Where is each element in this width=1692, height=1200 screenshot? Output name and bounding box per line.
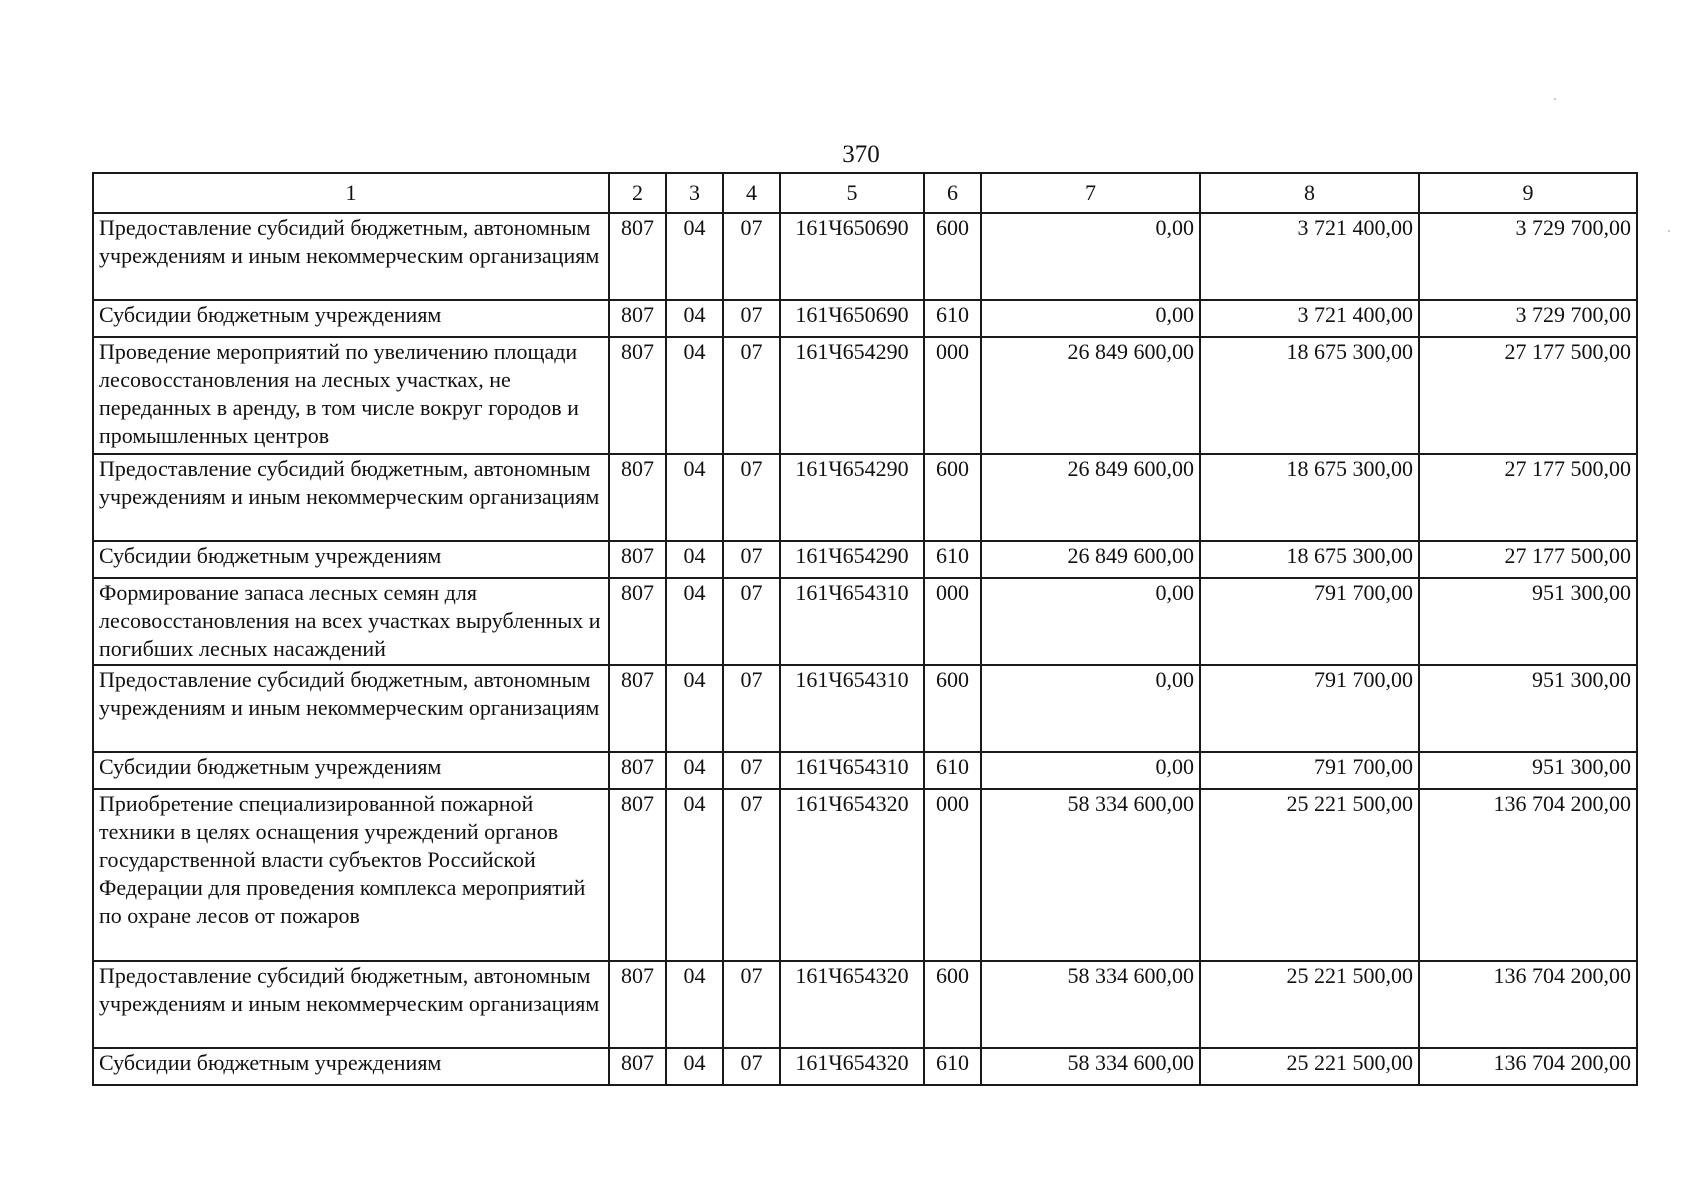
amount-col-8: 25 221 500,00 [1200,789,1419,961]
amount-col-8: 791 700,00 [1200,752,1419,789]
header-col-2: 2 [609,173,666,213]
subsection-code: 07 [723,665,780,752]
subsection-code: 07 [723,541,780,578]
ministry-code: 807 [609,665,666,752]
table-row [93,665,1637,752]
table-row [93,454,1637,541]
amount-col-9: 136 704 200,00 [1419,789,1637,961]
table-row [93,300,1637,337]
expense-type-code: 000 [924,578,981,665]
amount-col-7: 26 849 600,00 [981,337,1200,454]
table-row [93,1048,1637,1085]
expense-name: Формирование запаса лесных семян для лесовосстановления на всех участках вырубленных и погибших лесных насаждений [93,578,609,665]
table-row [93,337,1637,454]
amount-col-9: 951 300,00 [1419,752,1637,789]
expense-name: Предоставление субсидий бюджетным, автономным учреждениям и иным некоммерческим организациям [93,961,609,1048]
table-row [93,541,1637,578]
expense-name: Приобретение специализированной пожарной техники в целях оснащения учреждений органов государственной власти субъектов Российской Федерации для проведения комплекса мероприятий по охране лесов от пожаров [93,789,609,961]
amount-col-7: 0,00 [981,752,1200,789]
amount-col-8: 3 721 400,00 [1200,213,1419,300]
subsection-code: 07 [723,752,780,789]
amount-col-7: 0,00 [981,578,1200,665]
target-article-code: 161Ч654290 [780,337,924,454]
subsection-code: 07 [723,789,780,961]
table-row [93,578,1637,665]
ministry-code: 807 [609,961,666,1048]
subsection-code: 07 [723,213,780,300]
scan-speck [1668,230,1670,232]
target-article-code: 161Ч654310 [780,752,924,789]
amount-col-8: 18 675 300,00 [1200,454,1419,541]
header-col-9: 9 [1419,173,1637,213]
amount-col-8: 25 221 500,00 [1200,1048,1419,1085]
expense-type-code: 610 [924,1048,981,1085]
amount-col-9: 951 300,00 [1419,665,1637,752]
expense-type-code: 610 [924,300,981,337]
expense-name: Предоставление субсидий бюджетным, автономным учреждениям и иным некоммерческим организациям [93,213,609,300]
header-col-1: 1 [93,173,609,213]
header-col-6: 6 [924,173,981,213]
expense-type-code: 600 [924,665,981,752]
amount-col-8: 3 721 400,00 [1200,300,1419,337]
subsection-code: 07 [723,337,780,454]
amount-col-7: 0,00 [981,665,1200,752]
target-article-code: 161Ч654310 [780,578,924,665]
amount-col-9: 27 177 500,00 [1419,337,1637,454]
ministry-code: 807 [609,752,666,789]
ministry-code: 807 [609,213,666,300]
header-col-4: 4 [723,173,780,213]
ministry-code: 807 [609,789,666,961]
expense-type-code: 600 [924,961,981,1048]
amount-col-7: 0,00 [981,300,1200,337]
amount-col-9: 951 300,00 [1419,578,1637,665]
amount-col-7: 26 849 600,00 [981,454,1200,541]
amount-col-9: 3 729 700,00 [1419,300,1637,337]
amount-col-9: 27 177 500,00 [1419,541,1637,578]
table-row [93,752,1637,789]
ministry-code: 807 [609,454,666,541]
expense-name: Проведение мероприятий по увеличению площади лесовосстановления на лесных участках, не переданных в аренду, в том числе вокруг городов и промышленных центров [93,337,609,454]
amount-col-7: 58 334 600,00 [981,961,1200,1048]
expense-name: Субсидии бюджетным учреждениям [93,541,609,578]
expense-name: Субсидии бюджетным учреждениям [93,752,609,789]
amount-col-9: 3 729 700,00 [1419,213,1637,300]
amount-col-8: 791 700,00 [1200,578,1419,665]
expense-type-code: 600 [924,454,981,541]
target-article-code: 161Ч654290 [780,541,924,578]
expense-type-code: 000 [924,337,981,454]
header-col-3: 3 [666,173,723,213]
amount-col-7: 58 334 600,00 [981,1048,1200,1085]
expense-type-code: 610 [924,752,981,789]
amount-col-9: 136 704 200,00 [1419,1048,1637,1085]
section-code: 04 [666,337,723,454]
page-number: 370 [842,141,880,168]
table-row [93,789,1637,961]
subsection-code: 07 [723,578,780,665]
section-code: 04 [666,1048,723,1085]
amount-col-8: 18 675 300,00 [1200,337,1419,454]
table-header-row [93,173,1637,213]
amount-col-8: 25 221 500,00 [1200,961,1419,1048]
header-col-8: 8 [1200,173,1419,213]
expense-type-code: 000 [924,789,981,961]
table-row [93,961,1637,1048]
section-code: 04 [666,961,723,1048]
expense-name: Предоставление субсидий бюджетным, автономным учреждениям и иным некоммерческим организациям [93,665,609,752]
expense-name: Субсидии бюджетным учреждениям [93,1048,609,1085]
amount-col-7: 26 849 600,00 [981,541,1200,578]
ministry-code: 807 [609,541,666,578]
expense-name: Субсидии бюджетным учреждениям [93,300,609,337]
budget-table [92,172,1638,1086]
target-article-code: 161Ч654320 [780,961,924,1048]
table-body [93,213,1637,1085]
section-code: 04 [666,789,723,961]
header-col-5: 5 [780,173,924,213]
target-article-code: 161Ч650690 [780,300,924,337]
section-code: 04 [666,578,723,665]
ministry-code: 807 [609,300,666,337]
amount-col-9: 136 704 200,00 [1419,961,1637,1048]
scan-speck [1554,98,1556,100]
amount-col-8: 18 675 300,00 [1200,541,1419,578]
section-code: 04 [666,665,723,752]
ministry-code: 807 [609,578,666,665]
target-article-code: 161Ч654320 [780,789,924,961]
ministry-code: 807 [609,1048,666,1085]
section-code: 04 [666,541,723,578]
target-article-code: 161Ч654320 [780,1048,924,1085]
subsection-code: 07 [723,961,780,1048]
subsection-code: 07 [723,454,780,541]
amount-col-7: 0,00 [981,213,1200,300]
table-row [93,213,1637,300]
expense-type-code: 610 [924,541,981,578]
amount-col-8: 791 700,00 [1200,665,1419,752]
target-article-code: 161Ч650690 [780,213,924,300]
target-article-code: 161Ч654290 [780,454,924,541]
subsection-code: 07 [723,1048,780,1085]
subsection-code: 07 [723,300,780,337]
section-code: 04 [666,752,723,789]
section-code: 04 [666,213,723,300]
target-article-code: 161Ч654310 [780,665,924,752]
section-code: 04 [666,454,723,541]
header-col-7: 7 [981,173,1200,213]
expense-type-code: 600 [924,213,981,300]
section-code: 04 [666,300,723,337]
amount-col-9: 27 177 500,00 [1419,454,1637,541]
amount-col-7: 58 334 600,00 [981,789,1200,961]
ministry-code: 807 [609,337,666,454]
expense-name: Предоставление субсидий бюджетным, автономным учреждениям и иным некоммерческим организациям [93,454,609,541]
